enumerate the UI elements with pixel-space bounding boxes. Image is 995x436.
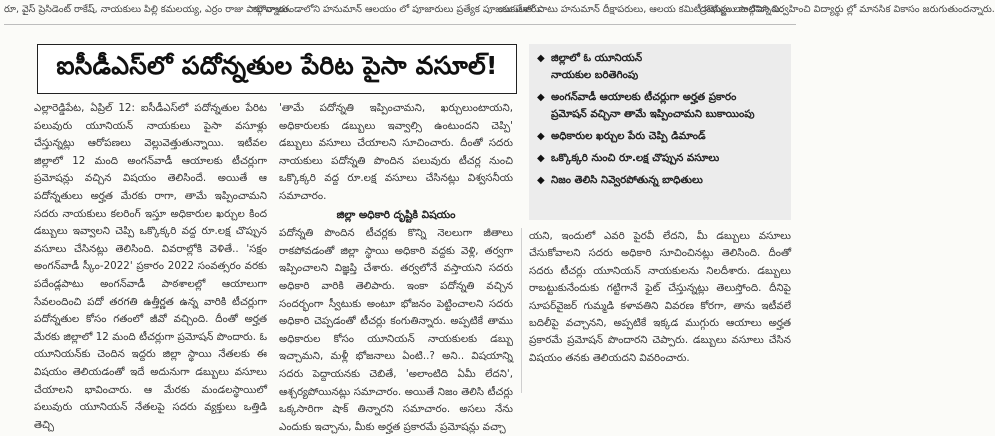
highlight-line: అధికారుల ఖర్చుల పేరు చెప్పి డిమాండ్ [551, 130, 706, 142]
diamond-bullet-icon: ◆ [537, 153, 545, 164]
column-divider [521, 228, 522, 393]
highlight-item [537, 172, 785, 189]
article-column-3 [529, 228, 791, 367]
diamond-bullet-icon: ◆ [537, 53, 545, 64]
top-strip-right-a: యకులతో పాటు హనుమాన్ దీక్షాపరులు, ఆలయ కమిటీ సభ్యులు పాల్గొన్నారు. [498, 4, 784, 15]
article-paragraph: పదోన్నతి పొందిన టీచర్లకు కొన్ని నెలలుగా జీతాలు రాకపోవడంతో జిల్లా స్థాయి అధికారి వద్దకు వెళ్లి, తర్వగా ఇప్పించాలని విజ్ఞప్తి చేశారు. తర్వలోనే వస్తాయని సదరు అధికారి వారికి తెలిపారు. ఇంకా పదోన్నతి వచ్చిన సందర్భంగా స్వీటుకు అంటూ భోజనం పెట్టించాలని సదరు అధికారి చెప్పడంతో టీచర్లు కంగుతిన్నారు. అప్పటికే తాము అధికారుల కోసం యూనియన్ నాయకులకు డబ్బు ఇచ్చామని, మళ్లీ భోజనాలు ఏంటి..? అని.. విషయాన్ని సదరు పెద్దాయనకు చెబితే, 'అలాంటిది ఏమీ లేదని', ఆశ్చర్యపోయినట్లు సమాచారం. అయితే నిజం తెలిసి టీచర్లు ఒక్కసారిగా షాక్ తిన్నారని సమాచారం. అసలు నేను ఎందుకు ఇచ్చాను, మీకు అర్హత ప్రకారమే ప్రమోషన్లు వచ్చా [279, 227, 513, 433]
top-strip-middle: దూరాజతండాలోని హనుమాన్ ఆలయం లో పూజారులు ప్రత్యేక పూజలు చేశారు. [253, 4, 543, 15]
top-strip-left: రూ, వైస్ ప్రెసిడెంట్ రాకేష్, నాయకులు పిల్లి కమలయ్య, ఎర్రం రాజు పాల్గొన్నారు. [4, 4, 291, 15]
highlight-line: నిజం తెలిసి నివ్వెరపోతున్న బాధితులు [551, 174, 703, 186]
article-paragraph: యని, ఇందులో ఎవరి పైరవీ లేదని, మీ డబ్బులు వసూలు చేసుకోవాలని సదరు అధికారి సూచించినట్లు తెలిసింది. దీంతో సదరు టీచర్లు యూనియన్ నాయకులను నిలదీశారు. డబ్బులు రాబట్టుకునేందుకు గట్టిగానే ఫైట్ చేస్తున్నట్లు తెలుస్తోంది. దీనిపై సూపర్‌వైజర్ గుమ్మడి కళావతిని వివరణ కోరగా, తాను ఇటీవలే బదిలీపై వచ్చానని, అప్పటికే ఇక్కడ ముగ్గురు ఆయాలు అర్హత ప్రకారమే ప్రమోషన్ పొందారని చెప్పారు. డబ్బులు వసూలు చేసిన విషయం తనకు తెలియదని వివరించారు. [529, 230, 791, 364]
article-paragraph: ఎల్లారెడ్డిపేట, ఏప్రిల్ 12: ఐసీడీఎస్‌లో పదోన్నతుల పేరిట పలువురు యూనియన్ నాయకులు పైసా వసూళ్లు చేస్తున్నట్లు ఆరోపణలు వెల్లువెత్తుతున్నాయి. ఇటీవల జిల్లాలో 12 మంది అంగన్‌వాడీ ఆయాలకు టీచర్లుగా ప్రమోషన్లు వచ్చిన విషయం తెలిసిందే. అయితే ఆ పదోన్నతులు అర్హత మేరకు రాగా, తామే ఇప్పించామని సదరు నాయకులు కలరింగ్ ఇస్తూ అధికారుల ఖర్చుల కింద డబ్బులు ఇవ్వాలని చెప్పి ఒక్కొక్కరి వద్ద రూ.లక్ష చొప్పున వసూలు చేసినట్లు తెలిసింది. వివరాల్లోకి వెళితే.. 'సక్షం అంగన్‌వాడీ స్కీం-2022' ప్రకారం 2022 సంవత్సరం వరకు పదేండ్లపాటు అంగన్‌వాడీ పాఠశాలల్లో ఆయాలుగా సేవలందించి పదో తరగతి ఉత్తీర్ణత ఉన్న వారికి టీచర్లుగా పదోన్నతుల కోసం గతంలో జీవో వచ్చింది. దీంతో అర్హత మేరకు జిల్లాలో 12 మంది టీచర్లుగా ప్రమోషన్ పొందారు. ఓ యూనియన్‌కు చెందిన ఇద్దరు జిల్లా స్థాయి నేతలకు ఈ విషయం తెలియడంతో ఇదే అదునుగా డబ్బులు వసూలు చేయాలని భావించారు. ఆ మేరకు మండలస్థాయిలో పలువురు యూనియన్ నేతలపై సదరు వ్యక్తులు ఒత్తిడి తెచ్చి [34, 102, 267, 431]
diamond-bullet-icon: ◆ [537, 131, 545, 142]
highlight-item [537, 150, 785, 167]
article-subheading: జిల్లా అధికారి దృష్టికి విషయం [336, 208, 456, 221]
highlight-line: జిల్లాలో ఓ యూనియన్ [551, 52, 643, 64]
top-rule [4, 24, 796, 25]
highlight-item [537, 89, 785, 123]
highlight-line: ప్రమోషన్ వచ్చినా తామే ఇప్పించామని బుకాయింపు [551, 108, 755, 120]
diamond-bullet-icon: ◆ [537, 175, 545, 186]
highlight-line: నాయకుల బరితెగింపు [551, 69, 639, 81]
highlight-item [537, 128, 785, 145]
highlight-line: అంగన్‌వాడీ ఆయాలకు టీచర్లుగా అర్హత ప్రకారం [551, 91, 737, 103]
highlights-box [529, 44, 791, 220]
highlight-line: ఒక్కొక్కరి నుంచి రూ.లక్ష చొప్పున వసూలు [551, 152, 720, 164]
top-strip-right-b-visible: ద్రటెసిస్టు లాంటివిని నిర్వహించి విద్యార్థు ల్లో మానసిక వికాసం జరుగుతుందన్నారు. [700, 4, 995, 15]
diamond-bullet-icon: ◆ [537, 92, 545, 103]
article-column-1 [34, 100, 267, 434]
headline-box [37, 44, 517, 94]
article-column-2 [279, 100, 513, 436]
article-paragraph: 'తామే పదోన్నతి ఇప్పించామని, ఖర్చులుంటాయని, అధికారులకు డబ్బులు ఇవ్వాల్సి ఉంటుందని చెప్పి' డబ్బులు వసూలు చేయాలని సూచించారు. దీంతో సదరు నాయకులు పదోన్నతి పొందిన పలువురు టీచర్ల నుంచి ఒక్కొక్కరి వద్ద రూ.లక్ష వసూలు చేసినట్లు విశ్వసనీయ సమాచారం. [279, 102, 513, 202]
highlight-item [537, 50, 785, 84]
headline: ఐసీడీఎస్‌లో పదోన్నతుల పేరిట పైసా వసూల్! [56, 51, 498, 80]
